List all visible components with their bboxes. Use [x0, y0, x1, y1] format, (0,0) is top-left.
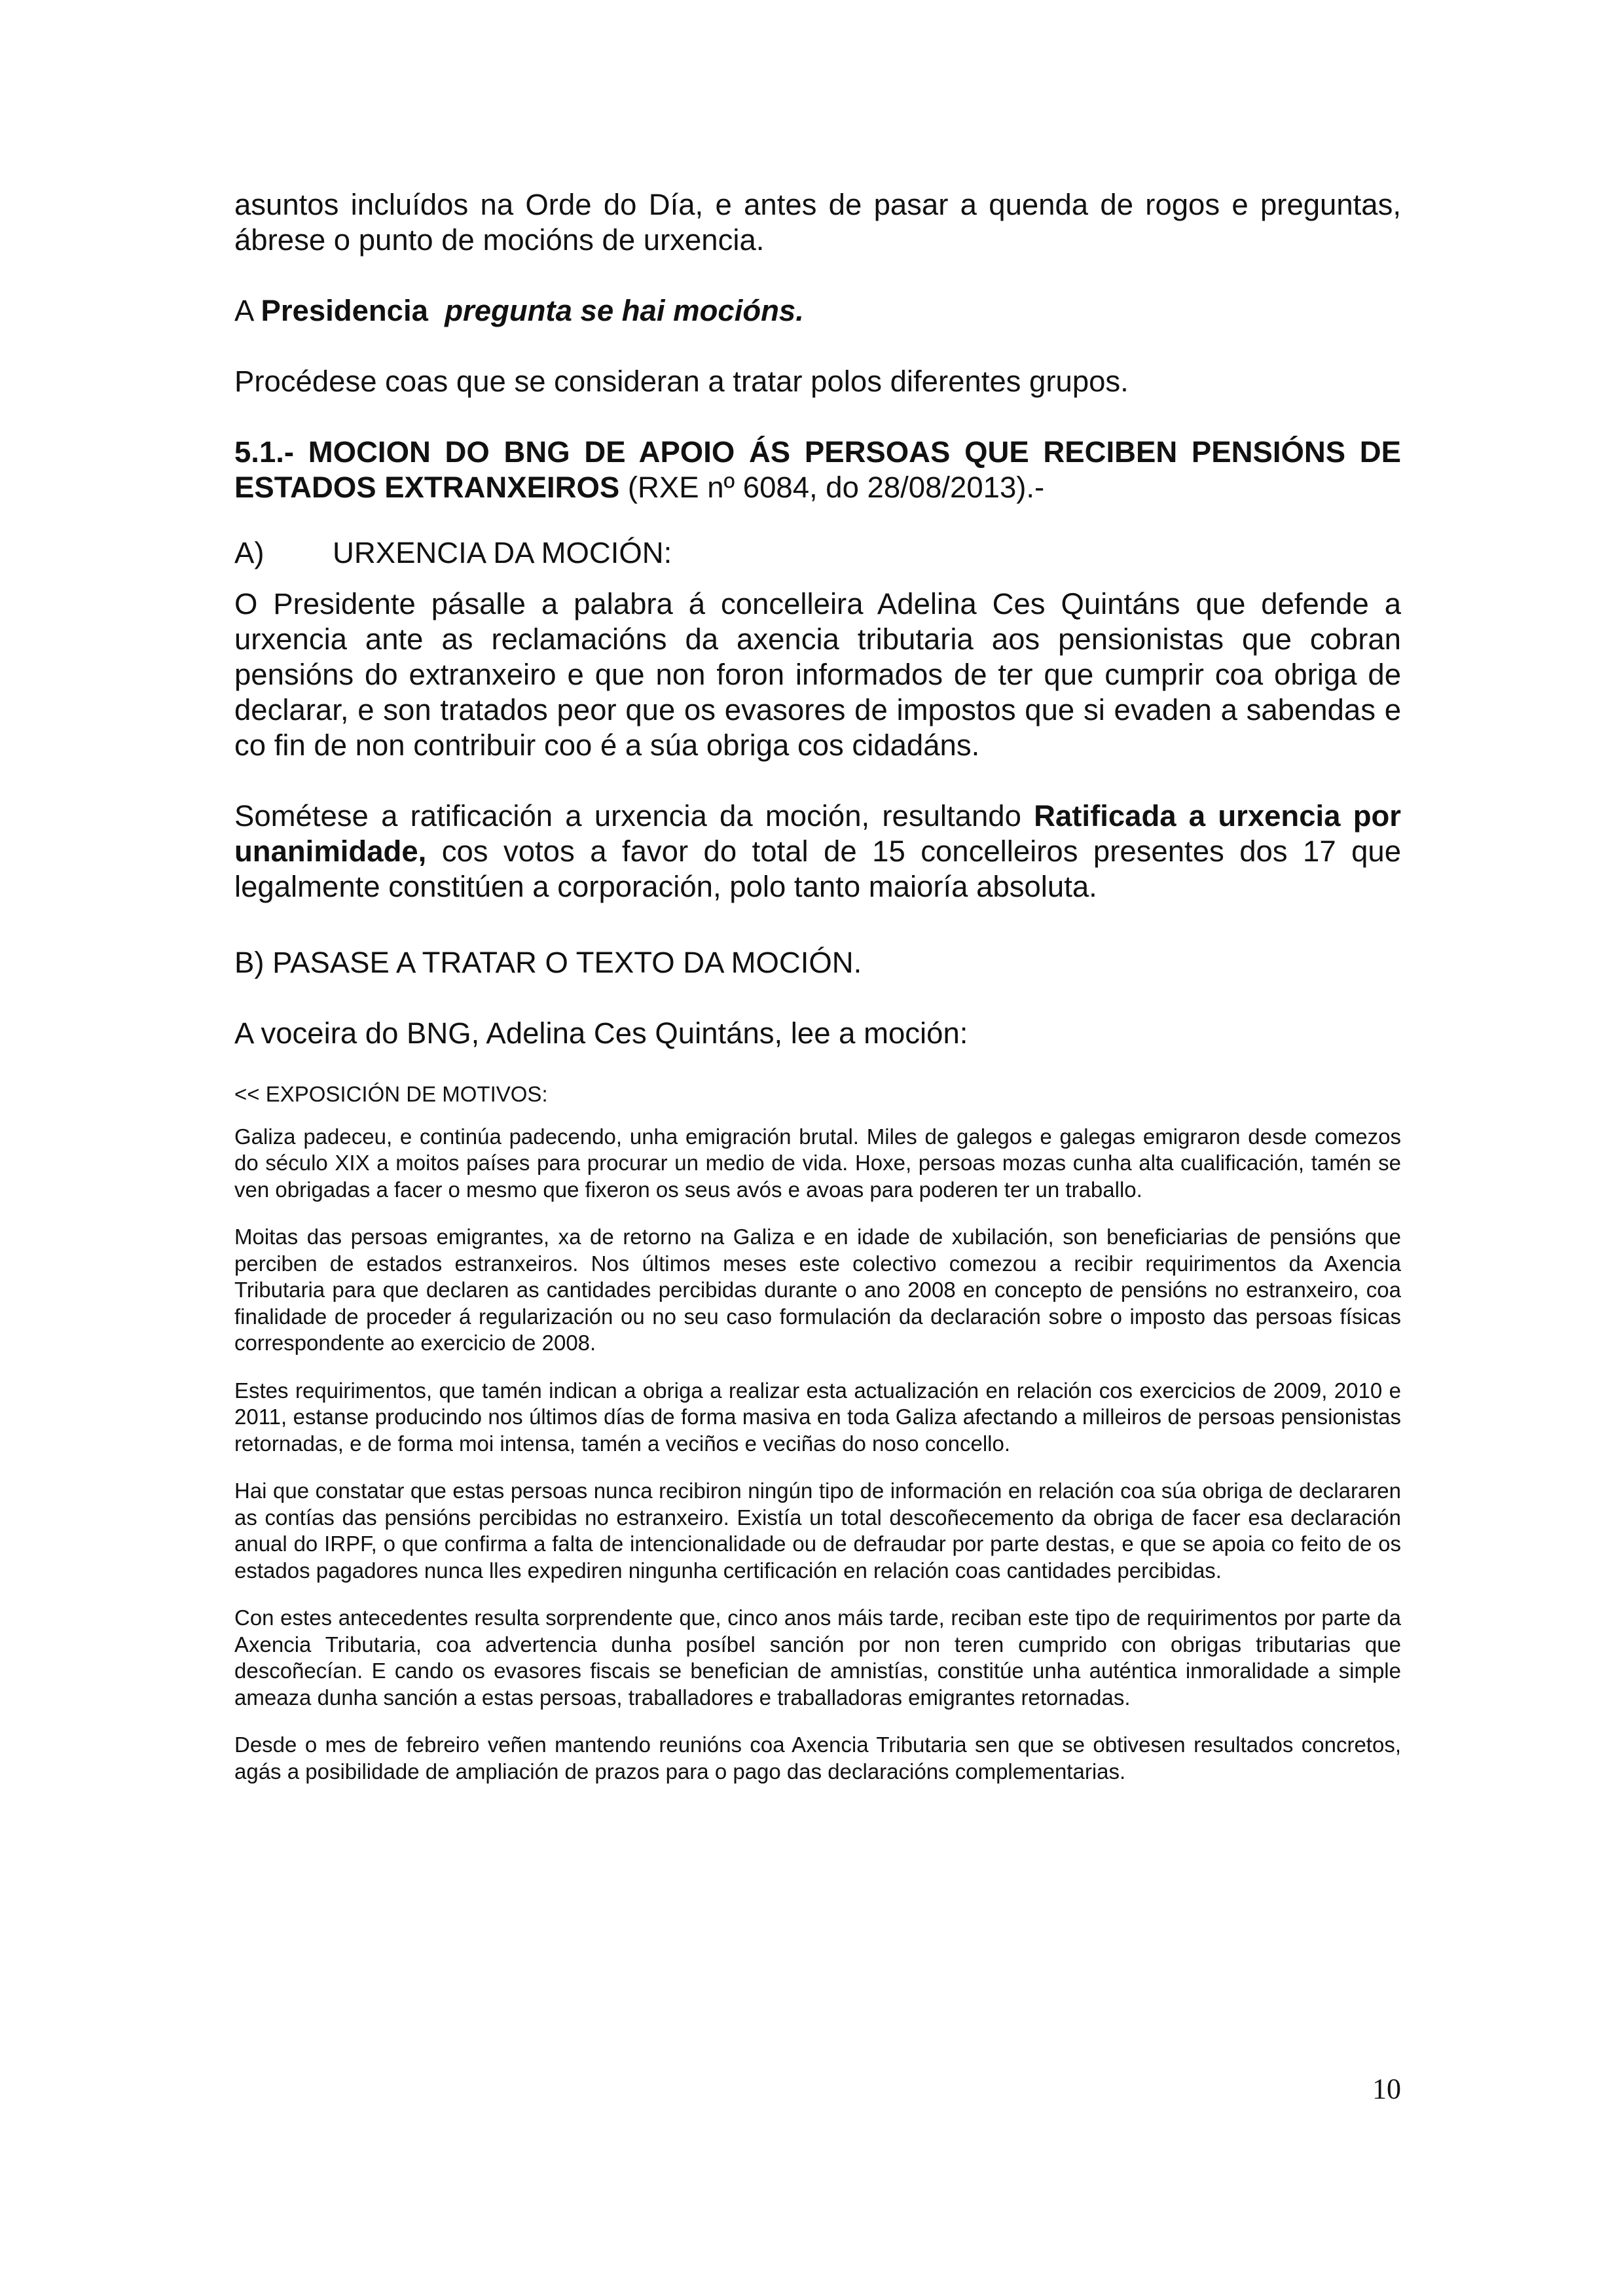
presidency-action: pregunta se hai mocións.	[445, 294, 804, 327]
section-a-title: URXENCIA DA MOCIÓN:	[333, 536, 672, 569]
motive-paragraph-2: Moitas das persoas emigrantes, xa de retorno na Galiza e en idade de xubilación, son beneficiarias de pensións que perciben de estados estranxeiros. Nos últimos meses este colectivo comezou a recibir requirimentos da Axencia Tributaria para que declaren as cantidades percibidas durante o ano 2008 en concepto de pensións no estranxeiro, coa finalidade de proceder á regularización ou no seu caso formulación da declaración sobre o imposto das persoas físicas correspondente ao exercicio de 2008.	[234, 1225, 1401, 1355]
exposition-title: << EXPOSICIÓN DE MOTIVOS:	[234, 1082, 548, 1106]
intro-paragraph: asuntos incluídos na Orde do Día, e antes de pasar a quenda de rogos e preguntas, ábrese o punto de mocións de urxencia.	[234, 188, 1401, 257]
section-a-heading	[234, 535, 1401, 571]
motive-paragraph-6: Desde o mes de febreiro veñen mantendo reunións coa Axencia Tributaria sen que se obtivesen resultados concretos, agás a posibilidade de ampliación de prazos para o pago das declaracións complementarias.	[234, 1732, 1401, 1784]
page-number: 10	[1372, 2073, 1401, 2105]
presidency-prefix: A	[234, 294, 261, 327]
motive-paragraph-1: Galiza padeceu, e continúa padecendo, unha emigración brutal. Miles de galegos e galegas emigraron desde comezos do século XIX a moitos países para procurar un medio de vida. Hoxe, persoas mozas cunha alta cualificación, tamén se ven obrigadas a facer o mesmo que fixeron os seus avós e avoas para poderen ter un traballo.	[234, 1124, 1401, 1202]
motive-paragraph-5: Con estes antecedentes resulta sorprendente que, cinco anos máis tarde, reciban este tipo de requirimentos por parte da Axencia Tributaria, coa advertencia dunha posíbel sanción por non teren cumprido con obrigas tributarias que descoñecían. E cando os evasores fiscais se benefician de amnistías, constitúe unha auténtica inmoralidade a simple ameaza dunha sanción a estas persoas, traballadores e traballadoras emigrantes retornadas.	[234, 1605, 1401, 1710]
ratification-before: Sométese a ratificación a urxencia da moción, resultando	[234, 799, 1034, 833]
document-page	[234, 187, 1401, 1785]
proceed-paragraph: Procédese coas que se consideran a tratar polos diferentes grupos.	[234, 365, 1129, 398]
presidency-line	[234, 293, 1401, 329]
ratification-after: cos votos a favor do total de 15 concelleiros presentes dos 17 que legalmente constitúen a corporación, polo tanto maioría absoluta.	[234, 834, 1401, 903]
section-a-body: O Presidente pásalle a palabra á concelleira Adelina Ces Quintáns que defende a urxencia ante as reclamacións da axencia tributaria aos pensionistas que cobran pensións do extranxeiro e que non foron informados de ter que cumprir coa obriga de declarar, e son tratados peor que os evasores de impostos que si evaden a sabendas e co fin de non contribuir coo é a súa obriga cos cidadáns.	[234, 587, 1401, 762]
motion-heading-reference: (RXE nº 6084, do 28/08/2013).-	[619, 471, 1045, 504]
section-a-label: A)	[234, 536, 264, 569]
motion-heading-title: 5.1.- MOCION DO BNG DE APOIO ÁS PERSOAS QUE RECIBEN PENSIÓNS DE ESTADOS EXTRANXEIROS	[234, 435, 1401, 504]
ratification-result: Ratificada a urxencia por unanimidade,	[234, 799, 1401, 868]
reader-paragraph: A voceira do BNG, Adelina Ces Quintáns, lee a moción:	[234, 1016, 968, 1050]
presidency-subject: Presidencia	[261, 294, 428, 327]
ratification-paragraph	[234, 798, 1401, 905]
section-b-heading: B) PASASE A TRATAR O TEXTO DA MOCIÓN.	[234, 946, 862, 979]
motive-paragraph-4: Hai que constatar que estas persoas nunca recibiron ningún tipo de información en relación coa súa obriga de declararen as contías das pensións percibidas no estranxeiro. Existía un total descoñecemento da obriga de facer esa declaración anual do IRPF, o que confirma a falta de intencionalidade ou de defraudar por parte destas, e que se apoia co feito de os estados pagadores nunca lles expediren ningunha certificación en relación coas cantidades percibidas.	[234, 1479, 1401, 1583]
motive-paragraph-3: Estes requirimentos, que tamén indican a obriga a realizar esta actualización en relación cos exercicios de 2009, 2010 e 2011, estanse producindo nos últimos días de forma masiva en toda Galiza afectando a milleiros de persoas pensionistas retornadas, e de forma moi intensa, tamén a veciños e veciñas do noso concello.	[234, 1378, 1401, 1456]
motion-heading	[234, 435, 1401, 505]
